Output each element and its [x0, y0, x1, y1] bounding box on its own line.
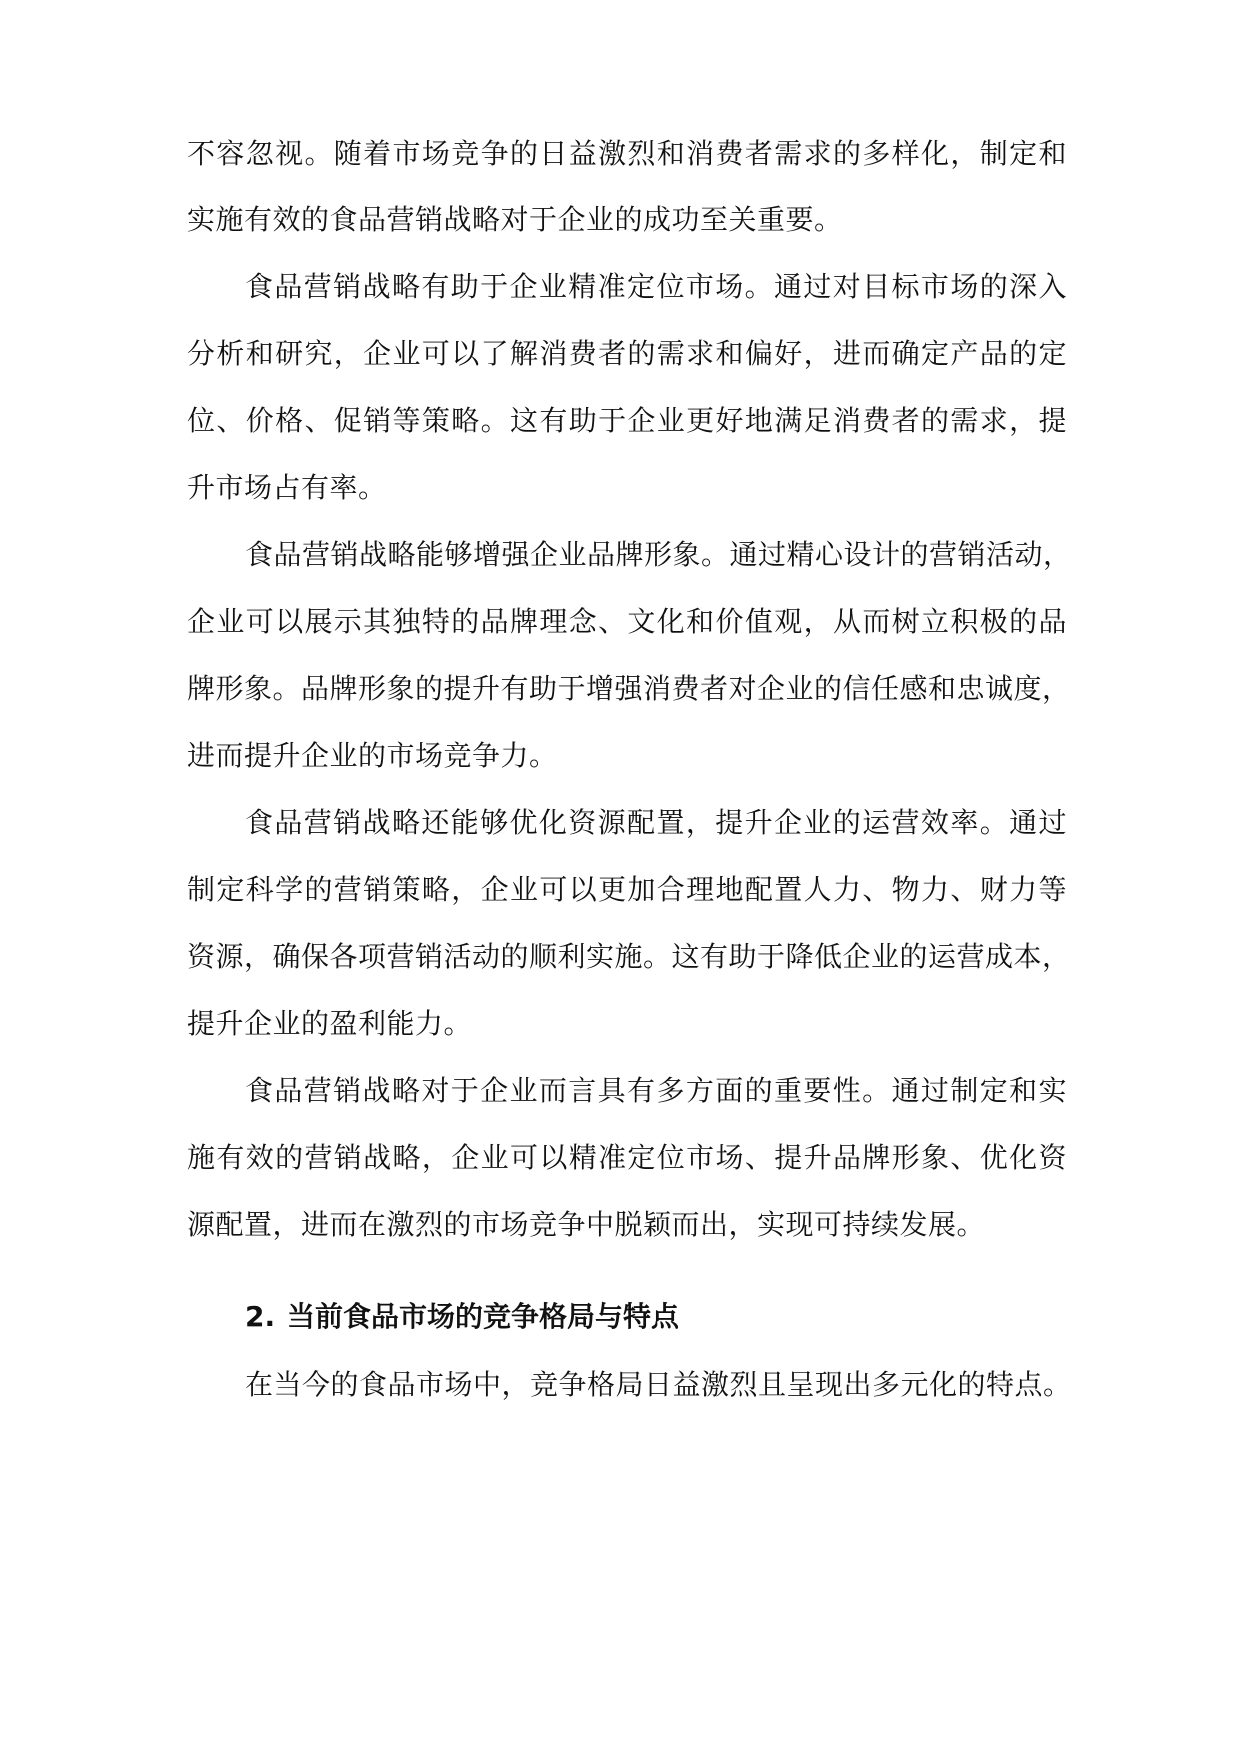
paragraph-line: 企业可以展示其独特的品牌理念、文化和价值观，从而树立积极的品 [187, 605, 1067, 638]
paragraph-line: 源配置，进而在激烈的市场竞争中脱颖而出，实现可持续发展。 [187, 1208, 986, 1241]
paragraph-line: 进而提升企业的市场竞争力。 [187, 739, 558, 772]
paragraph-line: 实施有效的食品营销战略对于企业的成功至关重要。 [187, 203, 843, 236]
section-heading [245, 1297, 679, 1337]
paragraph-line: 分析和研究，企业可以了解消费者的需求和偏好，进而确定产品的定 [187, 337, 1067, 370]
paragraph-line: 牌形象。品牌形象的提升有助于增强消费者对企业的信任感和忠诚度， [187, 672, 1071, 705]
section-title: 当前食品市场的竞争格局与特点 [287, 1300, 680, 1333]
paragraph-line: 食品营销战略还能够优化资源配置，提升企业的运营效率。通过 [245, 806, 1067, 839]
paragraph-line: 食品营销战略有助于企业精准定位市场。通过对目标市场的深入 [245, 270, 1067, 303]
paragraph-line: 施有效的营销战略，企业可以精准定位市场、提升品牌形象、优化资 [187, 1141, 1067, 1174]
paragraph-line: 制定科学的营销策略，企业可以更加合理地配置人力、物力、财力等 [187, 873, 1067, 906]
paragraph-line: 升市场占有率。 [187, 471, 387, 504]
paragraph-line: 食品营销战略对于企业而言具有多方面的重要性。通过制定和实 [245, 1074, 1067, 1107]
paragraph-line: 资源，确保各项营销活动的顺利实施。这有助于降低企业的运营成本， [187, 940, 1071, 973]
paragraph-line: 提升企业的盈利能力。 [187, 1007, 473, 1040]
paragraph-line: 位、价格、促销等策略。这有助于企业更好地满足消费者的需求，提 [187, 404, 1067, 437]
paragraph-line: 在当今的食品市场中，竞争格局日益激烈且呈现出多元化的特点。 [245, 1368, 1072, 1401]
paragraph-line: 食品营销战略能够增强企业品牌形象。通过精心设计的营销活动， [245, 538, 1072, 571]
section-number: 2. [245, 1300, 276, 1333]
paragraph-line: 不容忽视。随着市场竞争的日益激烈和消费者需求的多样化，制定和 [187, 137, 1067, 170]
